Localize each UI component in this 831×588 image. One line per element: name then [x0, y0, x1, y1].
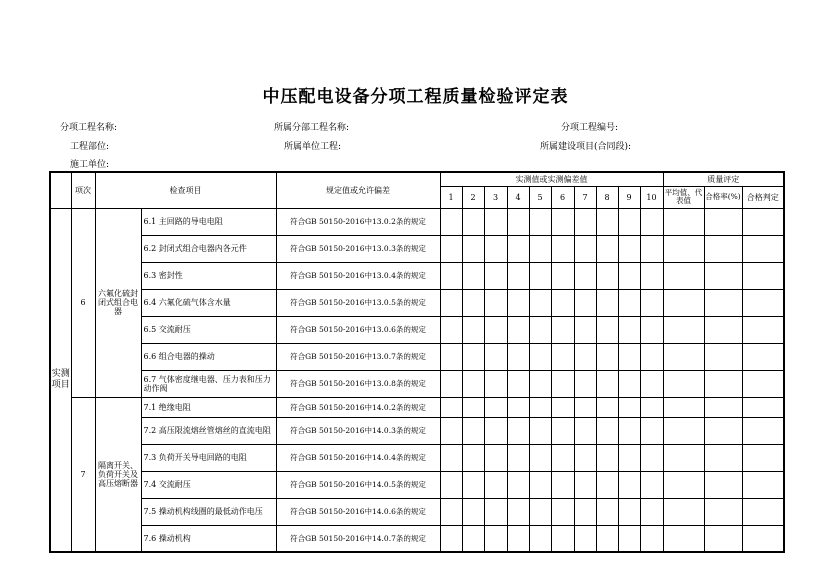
- measured-value-cell[interactable]: [507, 525, 529, 552]
- measured-value-cell[interactable]: [640, 397, 663, 417]
- judgement-cell[interactable]: [742, 444, 784, 471]
- measured-value-cell[interactable]: [529, 525, 551, 552]
- measured-value-cell[interactable]: [462, 397, 484, 417]
- table-row: [50, 289, 784, 316]
- gongcheng-buwei-label: 工程部位:: [70, 142, 110, 152]
- measured-value-cell[interactable]: [484, 208, 507, 235]
- measured-value-cell[interactable]: [440, 316, 462, 343]
- measured-value-cell[interactable]: [551, 208, 574, 235]
- measured-value-cell[interactable]: [551, 444, 574, 471]
- table-row: [50, 417, 784, 444]
- measured-value-cell[interactable]: [618, 417, 640, 444]
- standard-value: 符合GB 50150-2016中14.0.2条的规定: [276, 397, 440, 417]
- page-title: 中压配电设备分项工程质量检验评定表: [262, 87, 569, 107]
- measured-value-cell[interactable]: [551, 289, 574, 316]
- header-num: 2: [462, 186, 484, 208]
- average-cell[interactable]: [663, 208, 704, 235]
- measured-value-cell[interactable]: [640, 498, 663, 525]
- measured-value-cell[interactable]: [596, 444, 618, 471]
- jianshe-xiangmu-label: 所属建设项目(合同段):: [540, 142, 632, 152]
- table-row: [50, 498, 784, 525]
- average-cell[interactable]: [663, 289, 704, 316]
- measured-value-cell[interactable]: [462, 370, 484, 397]
- group-number: 7: [71, 397, 95, 552]
- measured-value-cell[interactable]: [529, 444, 551, 471]
- header-hege-panding: 合格判定: [742, 186, 784, 208]
- average-cell[interactable]: [663, 370, 704, 397]
- measured-value-cell[interactable]: [484, 343, 507, 370]
- danwei-gongcheng-label: 所属单位工程:: [284, 142, 342, 152]
- measured-value-cell[interactable]: [507, 316, 529, 343]
- measured-value-cell[interactable]: [640, 289, 663, 316]
- measured-value-cell[interactable]: [484, 417, 507, 444]
- measured-value-cell[interactable]: [507, 471, 529, 498]
- measured-value-cell[interactable]: [462, 208, 484, 235]
- measured-value-cell[interactable]: [440, 343, 462, 370]
- check-item: 6.2 封闭式组合电器内各元件: [141, 235, 276, 262]
- measured-value-cell[interactable]: [618, 208, 640, 235]
- measured-value-cell[interactable]: [507, 208, 529, 235]
- measured-value-cell[interactable]: [551, 343, 574, 370]
- judgement-cell[interactable]: [742, 417, 784, 444]
- judgement-cell[interactable]: [742, 289, 784, 316]
- group-number: 6: [71, 208, 95, 397]
- table-row: [50, 525, 784, 552]
- measured-value-cell[interactable]: [440, 235, 462, 262]
- standard-value: 符合GB 50150-2016中13.0.3条的规定: [276, 235, 440, 262]
- standard-value: 符合GB 50150-2016中14.0.4条的规定: [276, 444, 440, 471]
- measured-value-cell[interactable]: [640, 235, 663, 262]
- average-cell[interactable]: [663, 525, 704, 552]
- measured-value-cell[interactable]: [440, 289, 462, 316]
- standard-value: 符合GB 50150-2016中14.0.5条的规定: [276, 471, 440, 498]
- pass-rate-cell[interactable]: [704, 397, 742, 417]
- measured-value-cell[interactable]: [596, 289, 618, 316]
- header-num: 10: [640, 186, 663, 208]
- measured-value-cell[interactable]: [529, 262, 551, 289]
- header-num: 1: [440, 186, 462, 208]
- measured-value-cell[interactable]: [440, 525, 462, 552]
- measured-value-cell[interactable]: [574, 397, 596, 417]
- standard-value: 符合GB 50150-2016中13.0.5条的规定: [276, 289, 440, 316]
- group-name: 六氟化硫封闭式组合电器: [95, 208, 141, 397]
- judgement-cell[interactable]: [742, 316, 784, 343]
- pass-rate-cell[interactable]: [704, 235, 742, 262]
- pass-rate-cell[interactable]: [704, 370, 742, 397]
- header-hegelv: 合格率(%): [704, 186, 742, 208]
- measured-value-cell[interactable]: [640, 471, 663, 498]
- measured-value-cell[interactable]: [529, 417, 551, 444]
- header-num: 3: [484, 186, 507, 208]
- shigong-danwei-label: 施工单位:: [70, 160, 110, 170]
- measured-value-cell[interactable]: [507, 370, 529, 397]
- measured-value-cell[interactable]: [462, 316, 484, 343]
- pass-rate-cell[interactable]: [704, 208, 742, 235]
- header-pingjun: 平均值、代表值: [663, 186, 704, 208]
- pass-rate-cell[interactable]: [704, 471, 742, 498]
- header-num: 9: [618, 186, 640, 208]
- table-row: [50, 343, 784, 370]
- measured-value-cell[interactable]: [574, 471, 596, 498]
- measured-value-cell[interactable]: [484, 397, 507, 417]
- header-zhiliang: 质量评定: [663, 172, 784, 186]
- measured-value-cell[interactable]: [551, 235, 574, 262]
- judgement-cell[interactable]: [742, 208, 784, 235]
- judgement-cell[interactable]: [742, 262, 784, 289]
- header-num: 4: [507, 186, 529, 208]
- measured-value-cell[interactable]: [507, 262, 529, 289]
- check-item: 7.5 操动机构线圈的最低动作电压: [141, 498, 276, 525]
- check-item: 6.7 气体密度继电器、压力表和压力动作阀: [141, 370, 276, 397]
- table-row: [50, 370, 784, 397]
- measured-value-cell[interactable]: [596, 235, 618, 262]
- inspection-table: [49, 171, 785, 553]
- measured-value-cell[interactable]: [529, 208, 551, 235]
- measured-value-cell[interactable]: [574, 262, 596, 289]
- measured-value-cell[interactable]: [640, 343, 663, 370]
- check-item: 6.6 组合电器的操动: [141, 343, 276, 370]
- measured-value-cell[interactable]: [618, 370, 640, 397]
- measured-value-cell[interactable]: [484, 316, 507, 343]
- check-item: 7.3 负荷开关导电回路的电阻: [141, 444, 276, 471]
- measured-value-cell[interactable]: [618, 262, 640, 289]
- measured-value-cell[interactable]: [640, 316, 663, 343]
- measured-value-cell[interactable]: [551, 471, 574, 498]
- judgement-cell[interactable]: [742, 370, 784, 397]
- pass-rate-cell[interactable]: [704, 343, 742, 370]
- measured-value-cell[interactable]: [462, 289, 484, 316]
- measured-value-cell[interactable]: [462, 525, 484, 552]
- measured-value-cell[interactable]: [484, 235, 507, 262]
- measured-value-cell[interactable]: [484, 289, 507, 316]
- standard-value: 符合GB 50150-2016中13.0.6条的规定: [276, 316, 440, 343]
- judgement-cell[interactable]: [742, 397, 784, 417]
- check-item: 7.2 高压限流熔丝管熔丝的直流电阻: [141, 417, 276, 444]
- measured-value-cell[interactable]: [596, 343, 618, 370]
- table-row: [50, 316, 784, 343]
- check-item: 7.6 操动机构: [141, 525, 276, 552]
- measured-value-cell[interactable]: [484, 471, 507, 498]
- measured-value-cell[interactable]: [484, 262, 507, 289]
- table-row: [50, 262, 784, 289]
- measured-value-cell[interactable]: [640, 208, 663, 235]
- fenbu-name-label: 所属分部工程名称:: [274, 123, 350, 133]
- measured-value-cell[interactable]: [574, 289, 596, 316]
- measured-value-cell[interactable]: [618, 498, 640, 525]
- side-label: 实测项目: [50, 208, 71, 552]
- header-guiding: 规定值或允许偏差: [276, 172, 440, 208]
- measured-value-cell[interactable]: [618, 235, 640, 262]
- average-cell[interactable]: [663, 397, 704, 417]
- measured-value-cell[interactable]: [596, 525, 618, 552]
- fenxiang-code-label: 分项工程编号:: [561, 123, 619, 133]
- measured-value-cell[interactable]: [574, 498, 596, 525]
- check-item: 6.1 主回路的导电电阻: [141, 208, 276, 235]
- standard-value: 符合GB 50150-2016中14.0.6条的规定: [276, 498, 440, 525]
- measured-value-cell[interactable]: [574, 370, 596, 397]
- header-num: 7: [574, 186, 596, 208]
- measured-value-cell[interactable]: [618, 397, 640, 417]
- measured-value-cell[interactable]: [462, 343, 484, 370]
- measured-value-cell[interactable]: [618, 289, 640, 316]
- table-row: [50, 444, 784, 471]
- table-row: [50, 235, 784, 262]
- standard-value: 符合GB 50150-2016中14.0.7条的规定: [276, 525, 440, 552]
- measured-value-cell[interactable]: [551, 370, 574, 397]
- table-row: [50, 471, 784, 498]
- header-num: 6: [551, 186, 574, 208]
- measured-value-cell[interactable]: [596, 471, 618, 498]
- measured-value-cell[interactable]: [574, 343, 596, 370]
- pass-rate-cell[interactable]: [704, 316, 742, 343]
- measured-value-cell[interactable]: [574, 235, 596, 262]
- measured-value-cell[interactable]: [484, 370, 507, 397]
- measured-value-cell[interactable]: [574, 417, 596, 444]
- measured-value-cell[interactable]: [618, 525, 640, 552]
- judgement-cell[interactable]: [742, 498, 784, 525]
- standard-value: 符合GB 50150-2016中13.0.4条的规定: [276, 262, 440, 289]
- average-cell[interactable]: [663, 235, 704, 262]
- standard-value: 符合GB 50150-2016中13.0.8条的规定: [276, 370, 440, 397]
- measured-value-cell[interactable]: [529, 370, 551, 397]
- measured-value-cell[interactable]: [507, 417, 529, 444]
- measured-value-cell[interactable]: [596, 498, 618, 525]
- measured-value-cell[interactable]: [440, 262, 462, 289]
- measured-value-cell[interactable]: [440, 397, 462, 417]
- measured-value-cell[interactable]: [440, 471, 462, 498]
- measured-value-cell[interactable]: [484, 444, 507, 471]
- measured-value-cell[interactable]: [596, 370, 618, 397]
- judgement-cell[interactable]: [742, 525, 784, 552]
- judgement-cell[interactable]: [742, 471, 784, 498]
- measured-value-cell[interactable]: [551, 262, 574, 289]
- measured-value-cell[interactable]: [551, 525, 574, 552]
- measured-value-cell[interactable]: [507, 289, 529, 316]
- measured-value-cell[interactable]: [618, 343, 640, 370]
- average-cell[interactable]: [663, 471, 704, 498]
- table-row: [50, 397, 784, 417]
- measured-value-cell[interactable]: [551, 417, 574, 444]
- measured-value-cell[interactable]: [484, 498, 507, 525]
- header-num: 5: [529, 186, 551, 208]
- measured-value-cell[interactable]: [618, 444, 640, 471]
- header-xiangci: 项次: [71, 172, 95, 208]
- measured-value-cell[interactable]: [507, 444, 529, 471]
- average-cell[interactable]: [663, 343, 704, 370]
- measured-value-cell[interactable]: [596, 417, 618, 444]
- measured-value-cell[interactable]: [507, 397, 529, 417]
- table-row: [50, 208, 784, 235]
- pass-rate-cell[interactable]: [704, 444, 742, 471]
- measured-value-cell[interactable]: [529, 343, 551, 370]
- measured-value-cell[interactable]: [574, 444, 596, 471]
- measured-value-cell[interactable]: [462, 471, 484, 498]
- average-cell[interactable]: [663, 417, 704, 444]
- measured-value-cell[interactable]: [640, 417, 663, 444]
- measured-value-cell[interactable]: [507, 343, 529, 370]
- measured-value-cell[interactable]: [529, 235, 551, 262]
- average-cell[interactable]: [663, 498, 704, 525]
- measured-value-cell[interactable]: [440, 444, 462, 471]
- average-cell[interactable]: [663, 444, 704, 471]
- pass-rate-cell[interactable]: [704, 289, 742, 316]
- measured-value-cell[interactable]: [462, 498, 484, 525]
- check-item: 6.5 交流耐压: [141, 316, 276, 343]
- header-shice: 实测值或实测偏差值: [440, 172, 663, 186]
- measured-value-cell[interactable]: [596, 397, 618, 417]
- pass-rate-cell[interactable]: [704, 417, 742, 444]
- check-item: 7.4 交流耐压: [141, 471, 276, 498]
- check-item: 7.1 绝缘电阻: [141, 397, 276, 417]
- measured-value-cell[interactable]: [596, 316, 618, 343]
- measured-value-cell[interactable]: [640, 525, 663, 552]
- average-cell[interactable]: [663, 316, 704, 343]
- measured-value-cell[interactable]: [640, 444, 663, 471]
- measured-value-cell[interactable]: [640, 370, 663, 397]
- measured-value-cell[interactable]: [529, 498, 551, 525]
- corner-cell: [50, 172, 71, 208]
- measured-value-cell[interactable]: [574, 316, 596, 343]
- check-item: 6.4 六氟化硫气体含水量: [141, 289, 276, 316]
- header-jiancha: 检查项目: [95, 172, 276, 208]
- group-name: 隔离开关、负荷开关及高压熔断器: [95, 397, 141, 552]
- judgement-cell[interactable]: [742, 235, 784, 262]
- measured-value-cell[interactable]: [574, 525, 596, 552]
- measured-value-cell[interactable]: [640, 262, 663, 289]
- measured-value-cell[interactable]: [574, 208, 596, 235]
- measured-value-cell[interactable]: [529, 471, 551, 498]
- measured-value-cell[interactable]: [529, 289, 551, 316]
- measured-value-cell[interactable]: [440, 370, 462, 397]
- measured-value-cell[interactable]: [618, 316, 640, 343]
- standard-value: 符合GB 50150-2016中14.0.3条的规定: [276, 417, 440, 444]
- pass-rate-cell[interactable]: [704, 525, 742, 552]
- measured-value-cell[interactable]: [529, 316, 551, 343]
- measured-value-cell[interactable]: [529, 397, 551, 417]
- measured-value-cell[interactable]: [596, 262, 618, 289]
- measured-value-cell[interactable]: [507, 498, 529, 525]
- measured-value-cell[interactable]: [440, 208, 462, 235]
- measured-value-cell[interactable]: [551, 498, 574, 525]
- check-item: 6.3 密封性: [141, 262, 276, 289]
- measured-value-cell[interactable]: [484, 525, 507, 552]
- measured-value-cell[interactable]: [551, 316, 574, 343]
- measured-value-cell[interactable]: [462, 262, 484, 289]
- standard-value: 符合GB 50150-2016中13.0.2条的规定: [276, 208, 440, 235]
- measured-value-cell[interactable]: [440, 498, 462, 525]
- measured-value-cell[interactable]: [507, 235, 529, 262]
- measured-value-cell[interactable]: [596, 208, 618, 235]
- judgement-cell[interactable]: [742, 343, 784, 370]
- measured-value-cell[interactable]: [462, 444, 484, 471]
- fenxiang-name-label: 分项工程名称:: [60, 123, 118, 133]
- standard-value: 符合GB 50150-2016中13.0.7条的规定: [276, 343, 440, 370]
- measured-value-cell[interactable]: [462, 417, 484, 444]
- average-cell[interactable]: [663, 262, 704, 289]
- measured-value-cell[interactable]: [618, 471, 640, 498]
- measured-value-cell[interactable]: [440, 417, 462, 444]
- header-num: 8: [596, 186, 618, 208]
- pass-rate-cell[interactable]: [704, 262, 742, 289]
- measured-value-cell[interactable]: [462, 235, 484, 262]
- measured-value-cell[interactable]: [551, 397, 574, 417]
- pass-rate-cell[interactable]: [704, 498, 742, 525]
